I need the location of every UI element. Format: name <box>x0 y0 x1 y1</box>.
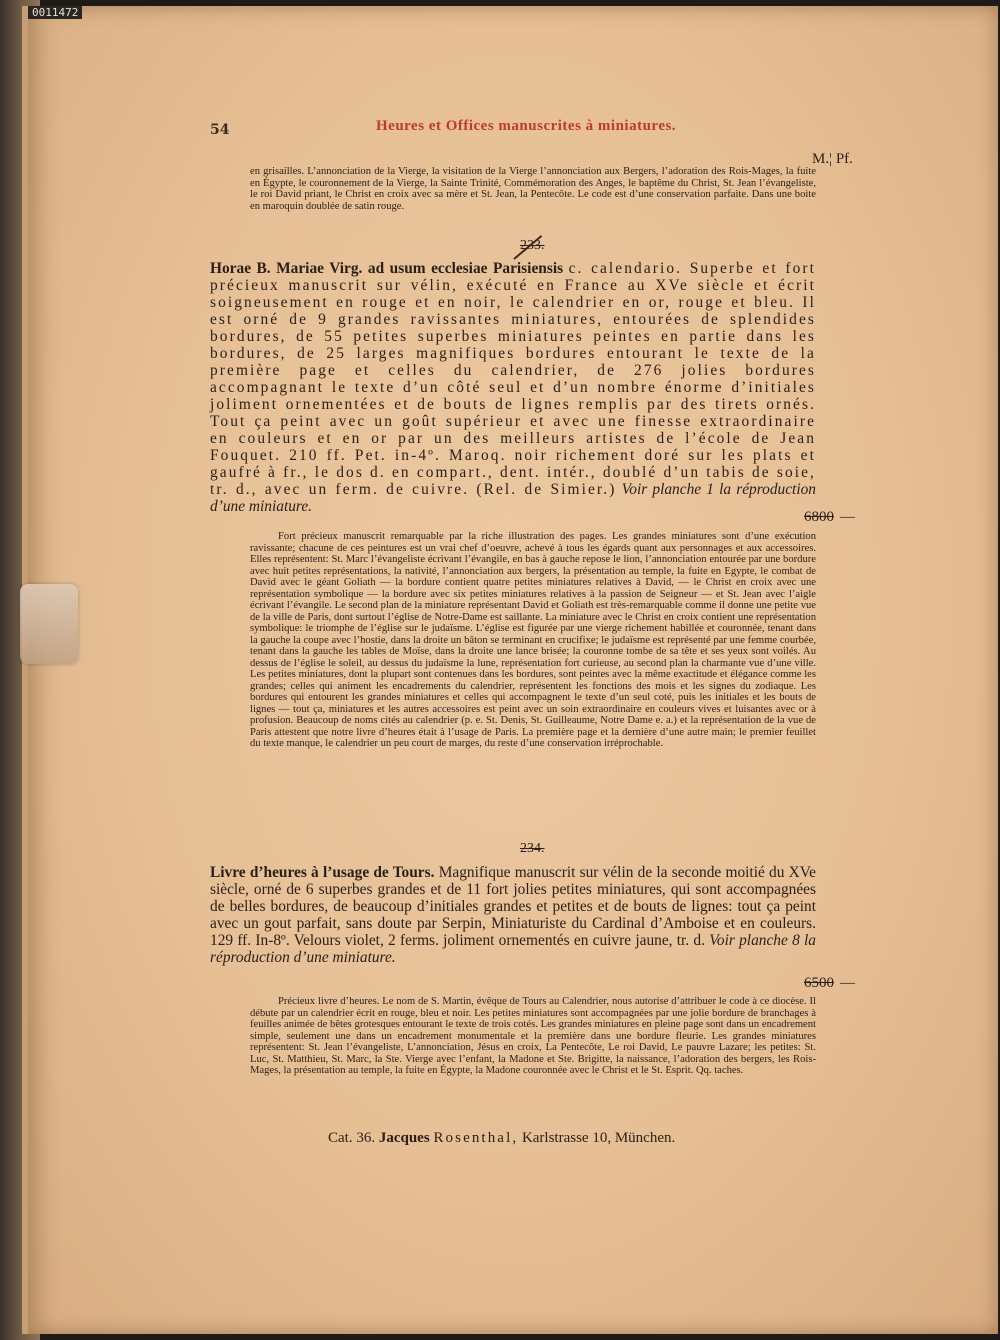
footer-name-bold: Jacques <box>378 1130 430 1146</box>
footer-name-rest: Rosenthal, <box>433 1130 519 1146</box>
lot-234-price-dash: — <box>840 975 855 991</box>
lot-233-price-dash: — <box>840 509 855 525</box>
lot-233-text: c. calendario. Superbe et fort précieux manuscrit sur vélin, exécuté en France au XVe siècle et écrit soigneusement en rouge et en noir, le calendrier en or, rouge et bleu. Il est orné de 9 grandes ravissantes miniatures, entourées de splendides bordures, de 55 petites superbes miniatures peintes en partie dans les bordures, de 25 larges magnifiques bordures entourant le texte de la première page et celles du calendrier, de 276 jolies bordures accompagnant le texte d’un côté seul et d’un nombre énorme d’initiales joliment ornementées et de bouts de lignes remplis par des tirets ornés. Tout ça peint avec un goût supérieur et avec une finesse extraordinaire en couleurs et en or par un des meilleurs artistes de l’école de Jean Fouquet. 210 ff. Pet. in-4º. Maroq. noir richement doré sur les plats et gaufré à fr., le dos d. en compart., dent. intér., doublé d’un tabis de soie, tr. d., avec un ferm. de cuivre. (Rel. de Simier.) <box>210 260 816 498</box>
lot-234-text: Magnifique manuscrit sur vélin de la seconde moitié du XVe siècle, orné de 6 superbes grandes et de 11 fort jolies petites miniatures, qui sont accompagnées de belles bordures, de beaucoup d’initiales grandes et petites et de bouts de lignes: tout ça peint avec un gout parfait, sans doute par Serpin, Miniaturiste du Cardinal d’Amboise et en couleurs. 129 ff. In-8º. Velours violet, 2 ferms. joliment ornementés en cuivre jaune, tr. d. <box>210 864 816 949</box>
lot-234-entry <box>210 864 816 966</box>
lot-233-plate-ref: Voir planche 1 la réproduction d’une miniature. <box>210 481 817 515</box>
lot-233-note: Fort précieux manuscrit remarquable par la riche illustration des pages. Les grandes miniatures sont d’une exécution ravissante; chacune de ces peintures est un vrai chef d’oeuvre, achevé à tous les égards quant aux personnages et aux accessoires. Elles représentent: St. Marc l’évangeliste écrivant l’évangile, en bas à gauche repose le lion, l’annonciation entourée par une bordure avec huit petites représentations, la nativité, l’annonciation aux bergers, la présentation au temple, la fuite en Egypte, le combat de David avec le géant Goliath — la bordure contient quatre petites miniatures relatives à David, — le Christ en croix avec une représentation symbolique — la bordure avec six petites miniatures relatives à la passion de Seigneur — et St. Jean avec l’aigle écrivant l’évangile. Le second plan de la miniature représentant David et Goliath est très-remarquable comme il donne une petite vue de la ville de Paris, dont surtout l’église de Notre-Dame est saillante. La miniature avec le Christ en croix contient une représentation symbolique: le triomphe de l’église sur le judaïsme. L’église est figurée par une vierge richement habillée et couronnée, tenant dans la gauche la coupe avec l’hostie, dans la droite un bâton se terminant en crucifixe; le judaïsme est représenté par une femme courbée, tenant dans la gauche les tables de Moïse, dans la droite une lance brisée; la couronne tombe de sa tête et ses yeux sont voilés. Au dessus de l’église le soleil, au dessus du judaïsme la lune, représentation fort curieuse, au second plan la charmante vue d’une ville. Les petites miniatures, dont la plupart sont contenues dans les bordures, sont peintes avec la même exactitude et élégance comme les grandes; celles qui animent les encadrements du calendrier, représentent les fonctions des mois et les signes du zodiaque. Les bordures qui entourent les grandes miniatures et celles qui accompagnent le texte d’un seul coté, puis les initiales et les bouts de lignes — tout ça, miniatures et les autres accessoires est peint avec un soin extraordinaire en couleurs vives et luisantes avec or à profusion. Beaucoup de noms cités au calendrier (p. e. St. Denis, St. Guilleaume, Notre Dame e. a.) et la représentation de la vue de Paris attestent que notre livre d’heures était à l’usage de Paris. La première page et la dernière d’une autre main; le premier feuillet du texte manque, le calendrier un peu court de marges, du reste d’une conservation irréprochable. <box>250 531 816 749</box>
lot-234-note: Précieux livre d’heures. Le nom de S. Martin, évêque de Tours au Calendrier, nous autorise d’attribuer le code à ce diocèse. Il débute par un calendrier écrit en rouge, bleu et noir. Les petites miniatures sont accompagnées par une jolie bordure de branchages à feuilles animée de bêtes grotesques entourant le texte de trois cotés. Les grandes miniatures en pleine page sont dans un encadrement simple, seulement une dans un encadrement monumentale et la première dans une bordure fleurie. Les grandes miniatures représentent: St. Jean l’évangeliste, L’annonciation, Jésus en croix, La Pentecôte, Le roi David, Le pauvre Lazare; les petites: St. Luc, St. Matthieu, St. Marc, la Ste. Vierge avec l’enfant, la Madone et Ste. Brigitte, la naissance, l’adoration des bergers, les Rois-Mages, la présentation au temple, la fuite en Égypte, la Madone couronnée avec le Christ et le St. Esprit. Qq. taches. <box>250 996 816 1076</box>
lot-233-price <box>804 509 855 526</box>
lot-234-price <box>804 975 855 992</box>
book-page <box>22 6 998 1334</box>
lot-233-price-value: 6800 <box>804 509 834 525</box>
lot-234-number: 234. <box>520 841 545 856</box>
footer-address: Karlstrasse 10, München. <box>521 1130 676 1146</box>
lot-233-number: 233. <box>520 238 545 253</box>
catalogue-footer <box>328 1130 675 1147</box>
lot-233-title: Horae B. Mariae Virg. ad usum ecclesiae Parisiensis <box>210 260 564 277</box>
page-tab-clip <box>20 584 78 664</box>
column-header-price: M.¦ Pf. <box>812 151 853 167</box>
running-header: Heures et Offices manuscrites à miniatures. <box>376 118 677 134</box>
lot-234-plate-ref: Voir planche 8 la réproduction d’une miniature. <box>210 932 816 966</box>
lot-234-price-value: 6500 <box>804 975 834 991</box>
lot-233-entry <box>210 260 816 515</box>
lot-234-title: Livre d’heures à l’usage de Tours. <box>210 864 435 881</box>
page-number: 54 <box>210 122 230 138</box>
footer-cat: Cat. 36. <box>328 1130 376 1146</box>
intro-paragraph: en grisailles. L’annonciation de la Vierge, la visitation de la Vierge l’annonciation aux Bergers, l’adoration des Rois-Mages, la fuite en Égypte, le couronnement de la Vierge, la Sainte Trinité, Commémoration des Anges, le baptême du Christ, St. Jean l’évangeliste, le roi David priant, le Christ en croix avec sa mère et St. Jean, la Pentecôte. Le code est d’une conservation parfaite. Dans une boite en maroquin doublée de satin rouge. <box>250 166 816 212</box>
scan-marker: 0011472 <box>28 6 82 19</box>
